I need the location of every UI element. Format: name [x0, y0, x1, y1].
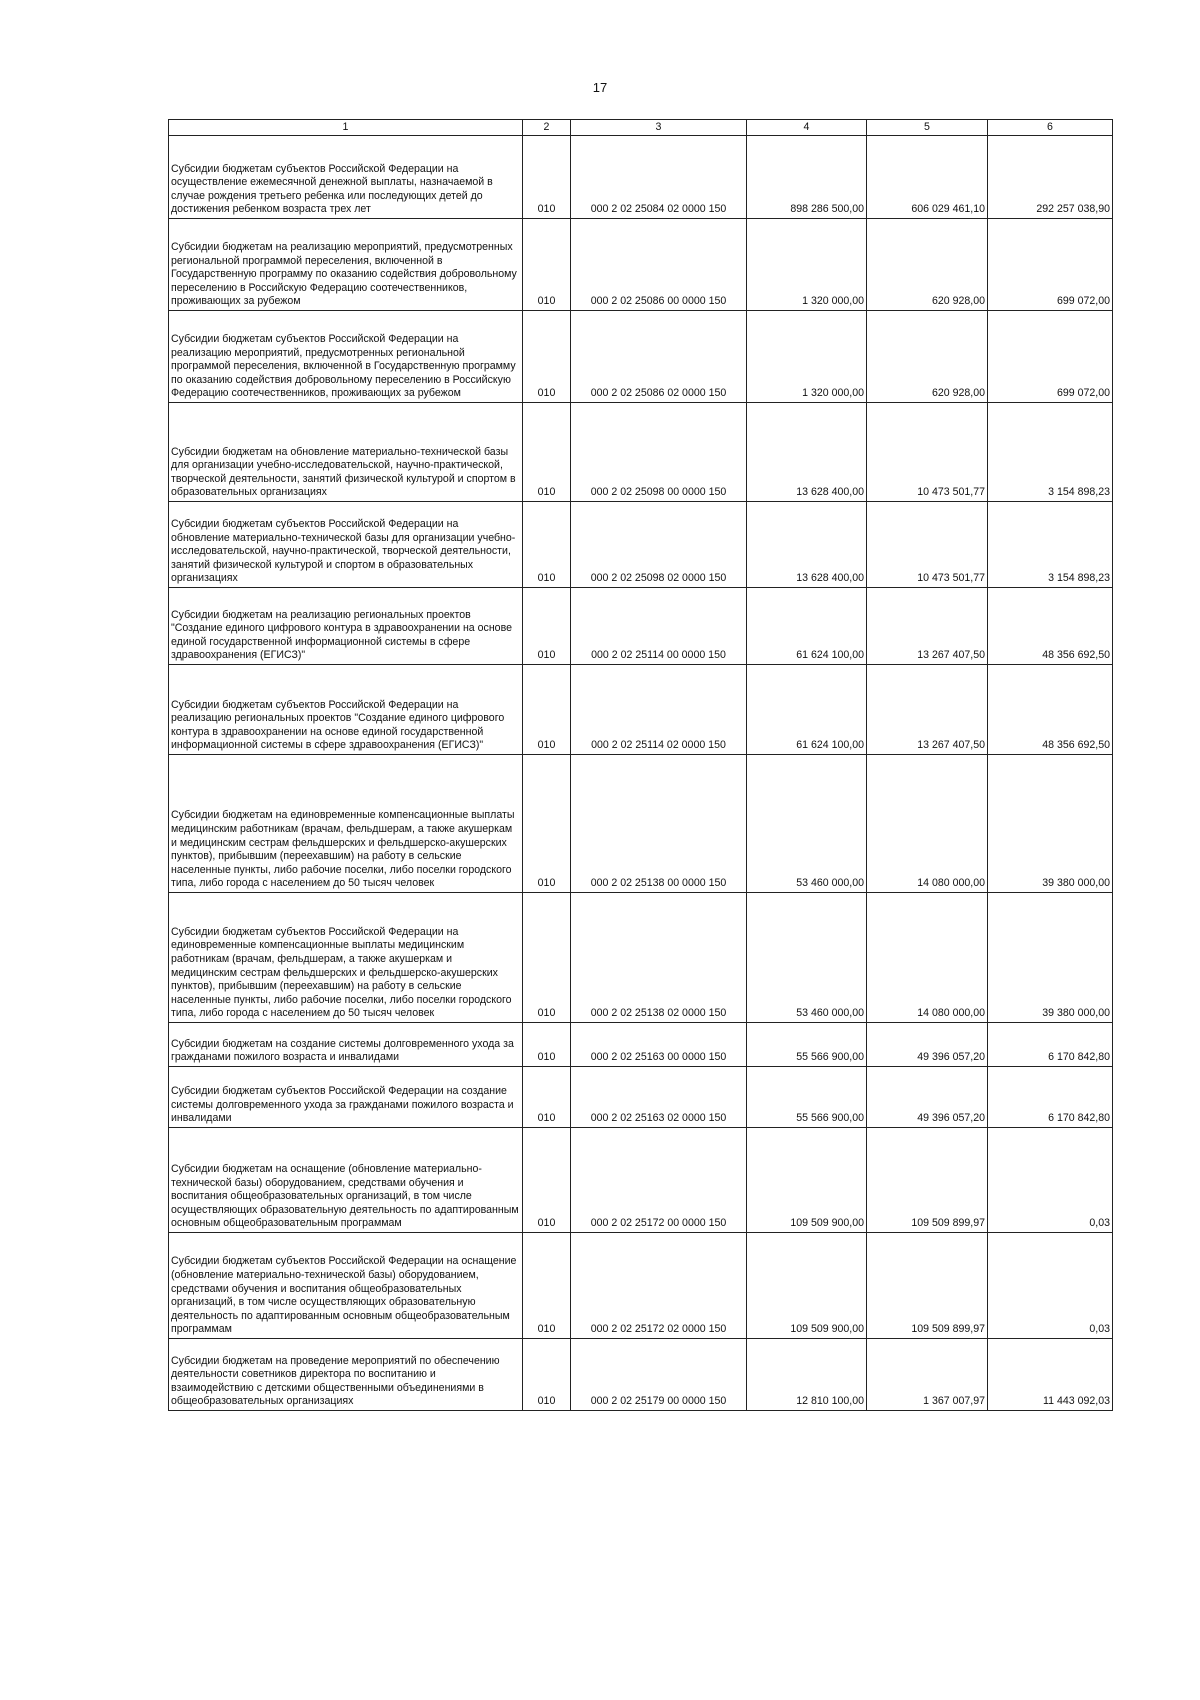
row-code: 010 [523, 1023, 571, 1067]
row-executed-amount: 49 396 057,20 [867, 1067, 988, 1128]
row-description: Субсидии бюджетам на обновление материально-технической базы для организации учебно-исследовательской, научно-практической, творческой деятельности, занятий физической культурой и спортом в образовательных организациях [169, 403, 523, 502]
row-description: Субсидии бюджетам субъектов Российской Федерации на единовременные компенсационные выплаты медицинским работникам (врачам, фельдшерам, а также акушеркам и медицинским сестрам фельдшерских и фельдшерско-акушерских пунктов), прибывшим (переехавшим) на работу в сельские населенные пункты, либо рабочие поселки, либо поселки городского типа, либо города с населением до 50 тысяч человек [169, 893, 523, 1023]
row-executed-amount: 606 029 461,10 [867, 136, 988, 219]
row-budget-classification-code: 000 2 02 25114 02 0000 150 [571, 665, 747, 755]
column-header: 3 [571, 120, 747, 136]
row-code: 010 [523, 502, 571, 588]
row-remaining-amount: 0,03 [988, 1233, 1113, 1339]
header-row [169, 120, 1113, 136]
column-header: 1 [169, 120, 523, 136]
row-description: Субсидии бюджетам на оснащение (обновление материально-технической базы) оборудованием, средствами обучения и воспитания общеобразовательных организаций, в том числе осуществляющих образовательную деятельность по адаптированным основным общеобразовательным программам [169, 1128, 523, 1233]
row-approved-amount: 12 810 100,00 [747, 1339, 867, 1411]
row-executed-amount: 13 267 407,50 [867, 665, 988, 755]
row-code: 010 [523, 588, 571, 665]
table-row [169, 755, 1113, 893]
page-number: 17 [592, 80, 608, 95]
row-remaining-amount: 11 443 092,03 [988, 1339, 1113, 1411]
row-description: Субсидии бюджетам субъектов Российской Федерации на создание системы долговременного ухода за гражданами пожилого возраста и инвалидами [169, 1067, 523, 1128]
row-approved-amount: 1 320 000,00 [747, 311, 867, 403]
row-executed-amount: 14 080 000,00 [867, 893, 988, 1023]
table-row [169, 893, 1113, 1023]
row-code: 010 [523, 665, 571, 755]
table-row [169, 1067, 1113, 1128]
row-approved-amount: 1 320 000,00 [747, 219, 867, 311]
row-executed-amount: 13 267 407,50 [867, 588, 988, 665]
table-row [169, 136, 1113, 219]
row-remaining-amount: 3 154 898,23 [988, 403, 1113, 502]
row-budget-classification-code: 000 2 02 25179 00 0000 150 [571, 1339, 747, 1411]
row-budget-classification-code: 000 2 02 25138 02 0000 150 [571, 893, 747, 1023]
row-approved-amount: 13 628 400,00 [747, 403, 867, 502]
table-row [169, 1023, 1113, 1067]
row-budget-classification-code: 000 2 02 25084 02 0000 150 [571, 136, 747, 219]
row-approved-amount: 109 509 900,00 [747, 1128, 867, 1233]
row-description: Субсидии бюджетам субъектов Российской Федерации на осуществление ежемесячной денежной выплаты, назначаемой в случае рождения третьего ребенка или последующих детей до достижения ребенком возраста трех лет [169, 136, 523, 219]
row-budget-classification-code: 000 2 02 25172 00 0000 150 [571, 1128, 747, 1233]
row-code: 010 [523, 893, 571, 1023]
row-executed-amount: 14 080 000,00 [867, 755, 988, 893]
row-description: Субсидии бюджетам субъектов Российской Федерации на реализацию региональных проектов "Создание единого цифрового контура в здравоохранении на основе единой государственной информационной системы в сфере здравоохранения (ЕГИСЗ)" [169, 665, 523, 755]
table-row [169, 1128, 1113, 1233]
row-approved-amount: 61 624 100,00 [747, 665, 867, 755]
row-budget-classification-code: 000 2 02 25086 00 0000 150 [571, 219, 747, 311]
row-description: Субсидии бюджетам на создание системы долговременного ухода за гражданами пожилого возраста и инвалидами [169, 1023, 523, 1067]
table-row [169, 502, 1113, 588]
table-row [169, 665, 1113, 755]
row-remaining-amount: 39 380 000,00 [988, 755, 1113, 893]
row-approved-amount: 53 460 000,00 [747, 755, 867, 893]
row-description: Субсидии бюджетам субъектов Российской Федерации на оснащение (обновление материально-технической базы) оборудованием, средствами обучения и воспитания общеобразовательных организаций, в том числе осуществляющих образовательную деятельность по адаптированным основным общеобразовательным программам [169, 1233, 523, 1339]
row-description: Субсидии бюджетам на реализацию мероприятий, предусмотренных региональной программой переселения, включенной в Государственную программу по оказанию содействия добровольному переселению в Российскую Федерацию соотечественников, проживающих за рубежом [169, 219, 523, 311]
row-remaining-amount: 699 072,00 [988, 219, 1113, 311]
table-row [169, 1339, 1113, 1411]
row-description: Субсидии бюджетам субъектов Российской Федерации на реализацию мероприятий, предусмотренных региональной программой переселения, включенной в Государственную программу по оказанию содействия добровольному переселению в Российскую Федерацию соотечественников, проживающих за рубежом [169, 311, 523, 403]
row-budget-classification-code: 000 2 02 25098 02 0000 150 [571, 502, 747, 588]
row-budget-classification-code: 000 2 02 25163 02 0000 150 [571, 1067, 747, 1128]
row-approved-amount: 55 566 900,00 [747, 1067, 867, 1128]
row-executed-amount: 620 928,00 [867, 219, 988, 311]
budget-table [168, 119, 1113, 1411]
row-code: 010 [523, 1067, 571, 1128]
row-executed-amount: 109 509 899,97 [867, 1233, 988, 1339]
table-row [169, 403, 1113, 502]
column-header: 5 [867, 120, 988, 136]
row-code: 010 [523, 311, 571, 403]
table-row [169, 311, 1113, 403]
row-remaining-amount: 48 356 692,50 [988, 588, 1113, 665]
row-executed-amount: 1 367 007,97 [867, 1339, 988, 1411]
row-remaining-amount: 39 380 000,00 [988, 893, 1113, 1023]
row-remaining-amount: 6 170 842,80 [988, 1067, 1113, 1128]
row-description: Субсидии бюджетам на единовременные компенсационные выплаты медицинским работникам (врачам, фельдшерам, а также акушеркам и медицинским сестрам фельдшерских и фельдшерско-акушерских пунктов), прибывшим (переехавшим) на работу в сельские населенные пункты, либо рабочие поселки, либо поселки городского типа, либо города с населением до 50 тысяч человек [169, 755, 523, 893]
row-approved-amount: 55 566 900,00 [747, 1023, 867, 1067]
row-budget-classification-code: 000 2 02 25172 02 0000 150 [571, 1233, 747, 1339]
table-row [169, 219, 1113, 311]
row-budget-classification-code: 000 2 02 25086 02 0000 150 [571, 311, 747, 403]
row-executed-amount: 620 928,00 [867, 311, 988, 403]
row-executed-amount: 49 396 057,20 [867, 1023, 988, 1067]
row-remaining-amount: 0,03 [988, 1128, 1113, 1233]
row-code: 010 [523, 219, 571, 311]
row-approved-amount: 53 460 000,00 [747, 893, 867, 1023]
row-approved-amount: 109 509 900,00 [747, 1233, 867, 1339]
row-code: 010 [523, 1233, 571, 1339]
row-budget-classification-code: 000 2 02 25138 00 0000 150 [571, 755, 747, 893]
row-description: Субсидии бюджетам субъектов Российской Федерации на обновление материально-технической базы для организации учебно-исследовательской, научно-практической, творческой деятельности, занятий физической культурой и спортом в образовательных организациях [169, 502, 523, 588]
row-budget-classification-code: 000 2 02 25098 00 0000 150 [571, 403, 747, 502]
row-approved-amount: 61 624 100,00 [747, 588, 867, 665]
row-code: 010 [523, 403, 571, 502]
row-code: 010 [523, 136, 571, 219]
row-remaining-amount: 48 356 692,50 [988, 665, 1113, 755]
row-budget-classification-code: 000 2 02 25114 00 0000 150 [571, 588, 747, 665]
row-executed-amount: 10 473 501,77 [867, 502, 988, 588]
row-approved-amount: 13 628 400,00 [747, 502, 867, 588]
row-approved-amount: 898 286 500,00 [747, 136, 867, 219]
table-row [169, 588, 1113, 665]
row-code: 010 [523, 1339, 571, 1411]
row-code: 010 [523, 1128, 571, 1233]
row-executed-amount: 10 473 501,77 [867, 403, 988, 502]
row-remaining-amount: 6 170 842,80 [988, 1023, 1113, 1067]
row-description: Субсидии бюджетам на проведение мероприятий по обеспечению деятельности советников директора по воспитанию и взаимодействию с детскими общественными объединениями в общеобразовательных организациях [169, 1339, 523, 1411]
column-header: 4 [747, 120, 867, 136]
row-budget-classification-code: 000 2 02 25163 00 0000 150 [571, 1023, 747, 1067]
row-code: 010 [523, 755, 571, 893]
row-remaining-amount: 3 154 898,23 [988, 502, 1113, 588]
row-executed-amount: 109 509 899,97 [867, 1128, 988, 1233]
table-row [169, 1233, 1113, 1339]
column-header: 6 [988, 120, 1113, 136]
row-description: Субсидии бюджетам на реализацию региональных проектов "Создание единого цифрового контура в здравоохранении на основе единой государственной информационной системы в сфере здравоохранения (ЕГИСЗ)" [169, 588, 523, 665]
row-remaining-amount: 292 257 038,90 [988, 136, 1113, 219]
row-remaining-amount: 699 072,00 [988, 311, 1113, 403]
column-header: 2 [523, 120, 571, 136]
